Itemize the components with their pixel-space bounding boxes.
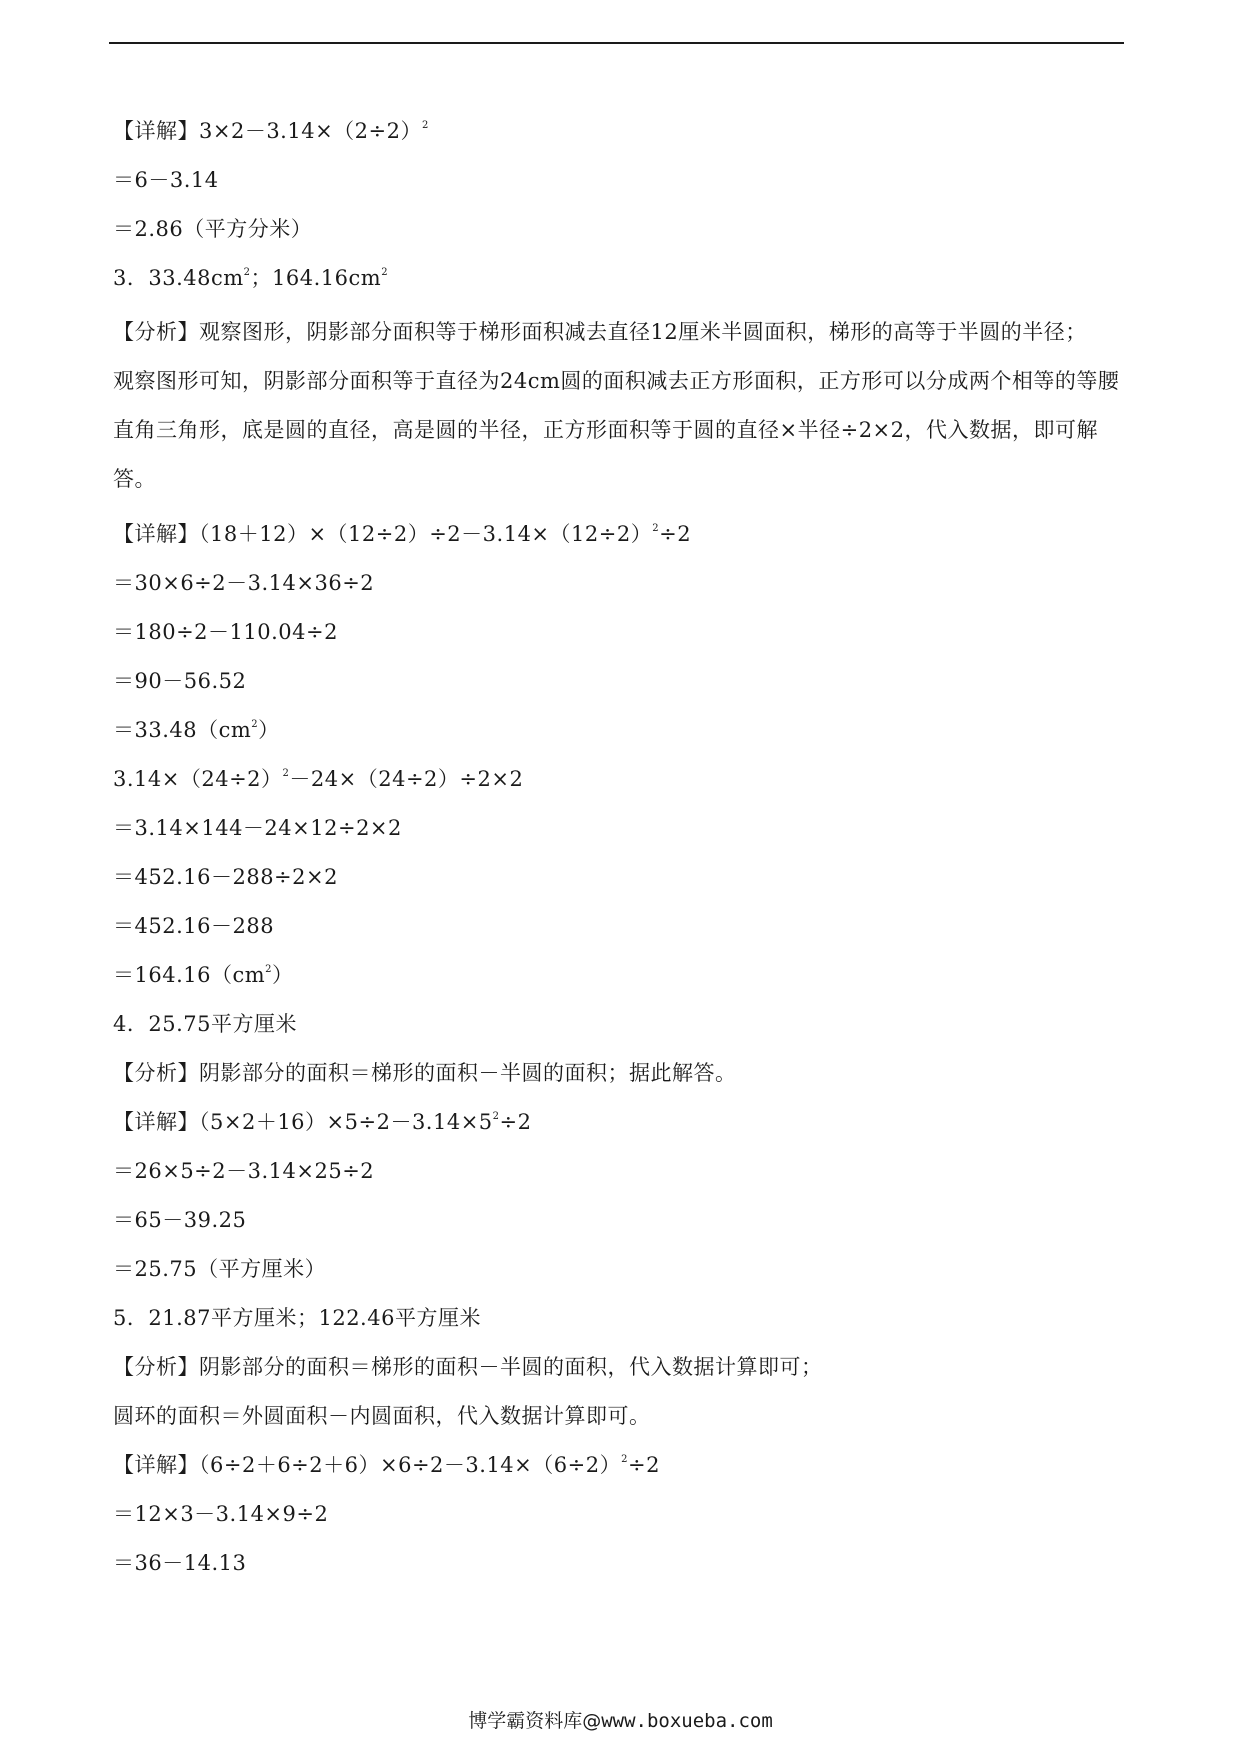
question-answer-5: 5．21.87平方厘米；122.46平方厘米 (113, 1306, 481, 1330)
text-line: 【分析】阴影部分的面积＝梯形的面积－半圆的面积；据此解答。 (113, 1061, 737, 1085)
superscript: 2 (381, 267, 389, 278)
text-segment: ） (258, 718, 280, 742)
text-segment: ；164.16cm (250, 266, 382, 290)
text-line (113, 1103, 1123, 1141)
text-line (113, 956, 1123, 994)
answer-content (113, 112, 1123, 1582)
question-answer-3 (113, 259, 1123, 297)
text-line: ＝6－3.14 (113, 168, 219, 192)
text-segment: ÷2 (627, 1453, 660, 1477)
text-line: ＝3.14×144－24×12÷2×2 (113, 816, 402, 840)
superscript: 2 (282, 768, 290, 779)
text-segment: ＝164.16（cm (113, 963, 266, 987)
text-segment: ） (272, 963, 294, 987)
text-line: ＝452.16－288 (113, 914, 275, 938)
text-line: 观察图形可知，阴影部分面积等于直径为24cm圆的面积减去正方形面积，正方形可以分成两个相等的等腰 (113, 369, 1120, 393)
footer-url: www.boxueba.com (601, 1710, 773, 1732)
text-line: ＝180÷2－110.04÷2 (113, 620, 338, 644)
text-segment: 【详解】（6÷2＋6÷2＋6）×6÷2－3.14×（6÷2） (113, 1453, 622, 1477)
text-segment: ÷2 (659, 522, 692, 546)
text-line (113, 711, 1123, 749)
text-line: ＝30×6÷2－3.14×36÷2 (113, 571, 375, 595)
text-line: ＝12×3－3.14×9÷2 (113, 1502, 329, 1526)
text-line: 答。 (113, 467, 156, 491)
superscript: 2 (492, 1111, 500, 1122)
text-segment: 3.14×（24÷2） (113, 767, 283, 791)
text-line: ＝25.75（平方厘米） (113, 1257, 327, 1281)
text-line (113, 515, 1123, 553)
superscript: 2 (243, 267, 251, 278)
text-line (113, 112, 1123, 150)
superscript: 2 (265, 964, 273, 975)
text-segment: －24×（24÷2）÷2×2 (289, 767, 524, 791)
text-line: 【分析】观察图形，阴影部分面积等于梯形面积减去直径12厘米半圆面积，梯形的高等于半圆的半径； (113, 320, 1087, 344)
superscript: 2 (422, 120, 429, 131)
text-segment: 【详解】（18＋12）×（12÷2）÷2－3.14×（12÷2） (113, 522, 653, 546)
text-line: ＝36－14.13 (113, 1551, 247, 1575)
page-footer (0, 1706, 1241, 1733)
text-segment: ÷2 (499, 1110, 532, 1134)
analysis-paragraph (113, 308, 1123, 504)
superscript: 2 (621, 1454, 628, 1465)
text-line: 直角三角形，底是圆的直径，高是圆的半径，正方形面积等于圆的直径×半径÷2×2，代入数据，即可解 (113, 418, 1099, 442)
question-answer-4: 4．25.75平方厘米 (113, 1012, 297, 1036)
text-line (113, 1446, 1123, 1484)
footer-site-name: 博学霸资料库@ (468, 1710, 602, 1732)
text-line: ＝452.16－288÷2×2 (113, 865, 338, 889)
text-line (113, 760, 1123, 798)
header-rule (109, 42, 1124, 44)
superscript: 2 (251, 719, 259, 730)
text-line: ＝90－56.52 (113, 669, 247, 693)
text-line: 圆环的面积＝外圆面积－内圆面积，代入数据计算即可。 (113, 1404, 651, 1428)
text-line: ＝2.86（平方分米） (113, 217, 313, 241)
text-line: ＝65－39.25 (113, 1208, 247, 1232)
text-segment: 【详解】（5×2＋16）×5÷2－3.14×5 (113, 1110, 493, 1134)
text-segment: ＝33.48（cm (113, 718, 252, 742)
superscript: 2 (652, 523, 660, 534)
text-segment: 【详解】3×2－3.14×（2÷2） (113, 119, 422, 143)
text-line: ＝26×5÷2－3.14×25÷2 (113, 1159, 375, 1183)
text-segment: 3．33.48cm (113, 266, 244, 290)
text-line: 【分析】阴影部分的面积＝梯形的面积－半圆的面积，代入数据计算即可； (113, 1355, 823, 1379)
